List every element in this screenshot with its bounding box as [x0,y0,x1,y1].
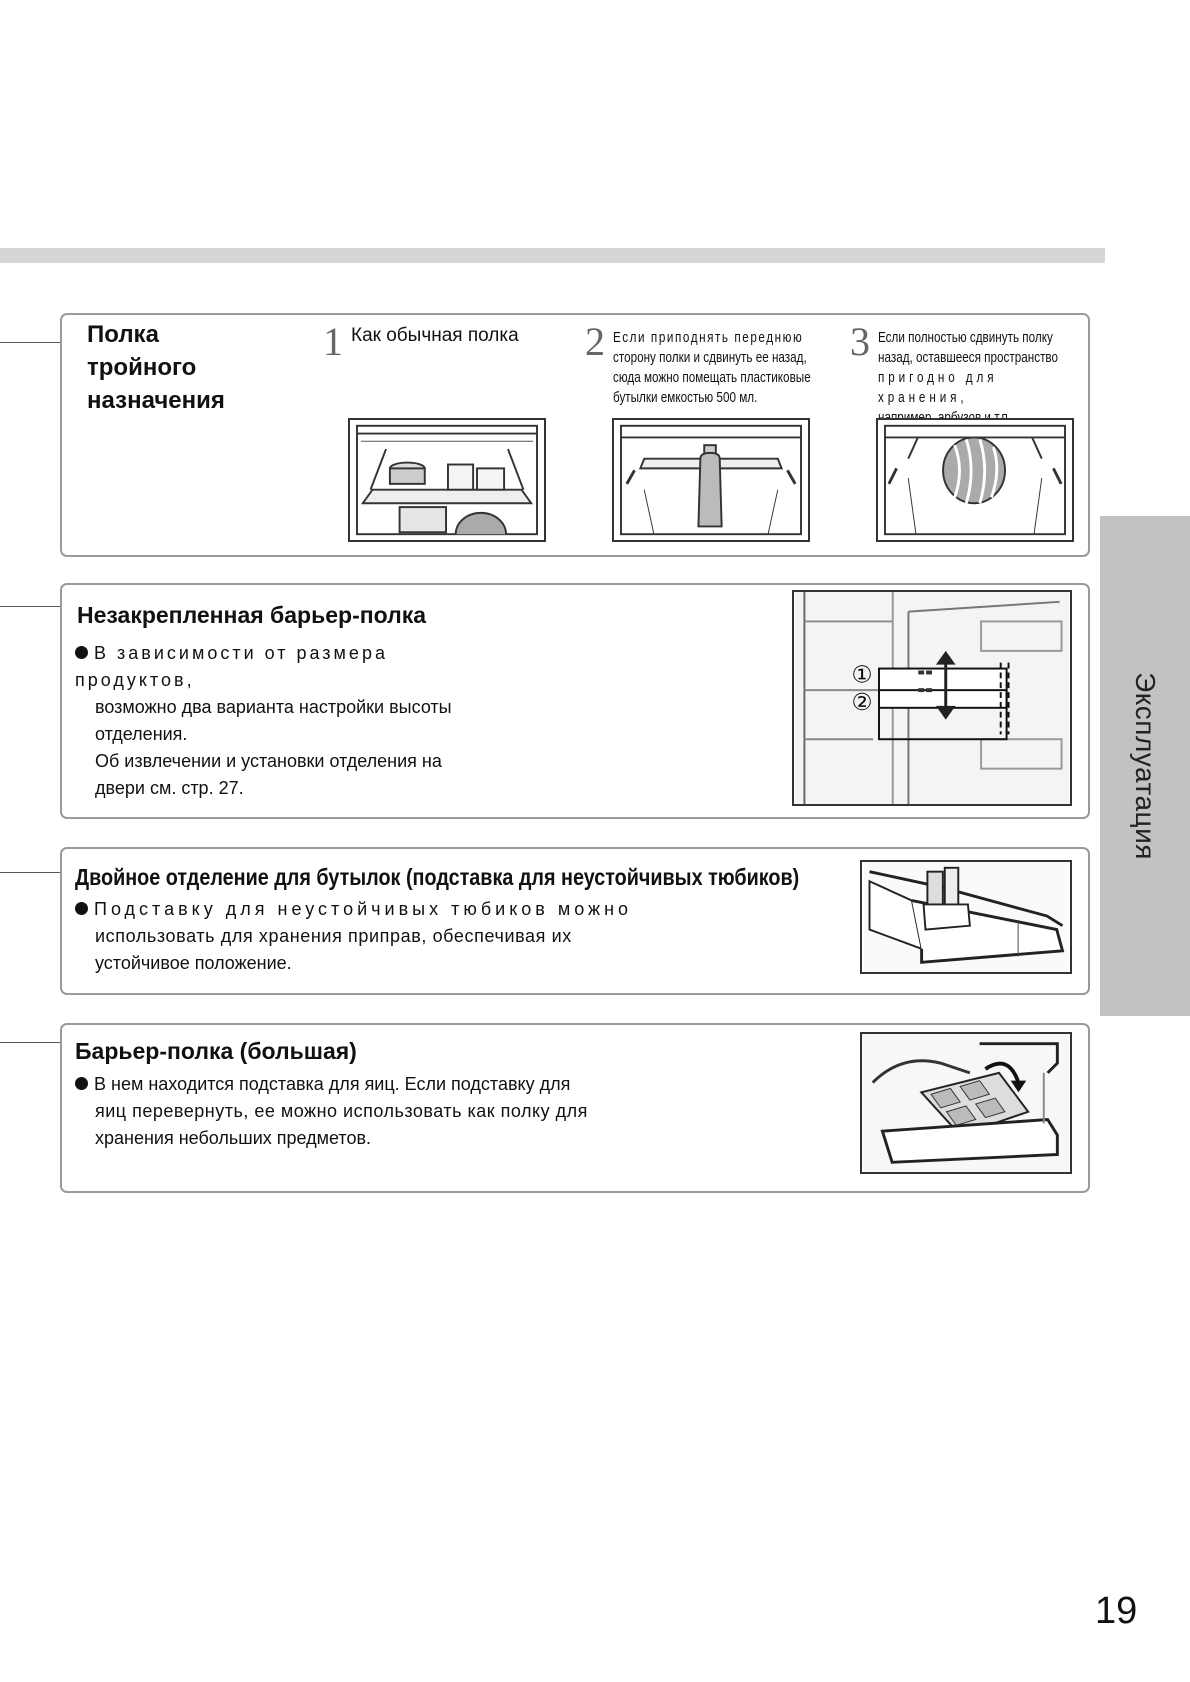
position-marker-2: ② [851,688,873,715]
step-text: Если приподнять переднюю сторону полки и сдвинуть ее назад, сюда можно помещать пластиковые бутылки емкостью 500 мл. [613,329,811,406]
page-number: 19 [1095,1590,1138,1632]
door-bin-height-illustration [792,590,1072,806]
step-text: Если полностью сдвинуть полку назад, оставшееся пространство пригодно для хранения, [878,329,1059,406]
step-text: Как обычная полка [351,325,519,346]
triple-shelf-title: Полка тройного назначения [87,321,225,414]
loose-barrier-title: Незакрепленная барьер-полка [77,602,427,628]
loose-barrier-text: В зависимости от размера продуктов, возможно два варианта настройки высоты отделения. Об извлечении и установки отделения на двери см. стр. 27. [75,643,452,798]
step-number: 3 [850,319,870,364]
leader-line [0,1042,60,1043]
leader-line [0,342,60,343]
bottle-shelf-illustration [612,418,810,542]
section-tab-label: Эксплуатация [1130,672,1161,860]
shelf-drawing [614,420,808,540]
shelf-drawing [350,420,544,540]
barrier-large-title: Барьер-полка (большая) [75,1038,357,1064]
step-1 [323,319,563,382]
position-marker-1: ① [851,661,873,688]
door-drawing [794,592,1070,804]
shelf-drawing [878,420,1072,540]
step-number: 1 [323,319,343,364]
compartment-drawing [862,862,1070,972]
egg-tray-drawing [862,1034,1070,1172]
bullet-icon [75,1077,88,1090]
step-3 [850,319,1100,412]
section-tab [1100,516,1190,1016]
egg-tray-illustration [860,1032,1072,1174]
step-number: 2 [585,319,605,364]
watermelon-shelf-illustration [876,418,1074,542]
header-band [0,248,1105,263]
leader-line [0,872,60,873]
bottle-compartment-title: Двойное отделение для бутылок (подставка для неустойчивых тюбиков) [75,864,800,890]
bottle-compartment-illustration [860,860,1072,974]
step-2 [585,319,835,412]
bullet-icon [75,902,88,915]
bullet-icon [75,646,88,659]
bottle-compartment-text: Подставку для неустойчивых тюбиков можно использовать для хранения приправ, обеспечивая их устойчивое положение. [75,896,635,977]
leader-line [0,606,60,607]
barrier-large-text: В нем находится подставка для яиц. Если подставку для яиц перевернуть, ее можно использовать как полку для хранения небольших предметов. [75,1071,635,1152]
normal-shelf-illustration [348,418,546,542]
